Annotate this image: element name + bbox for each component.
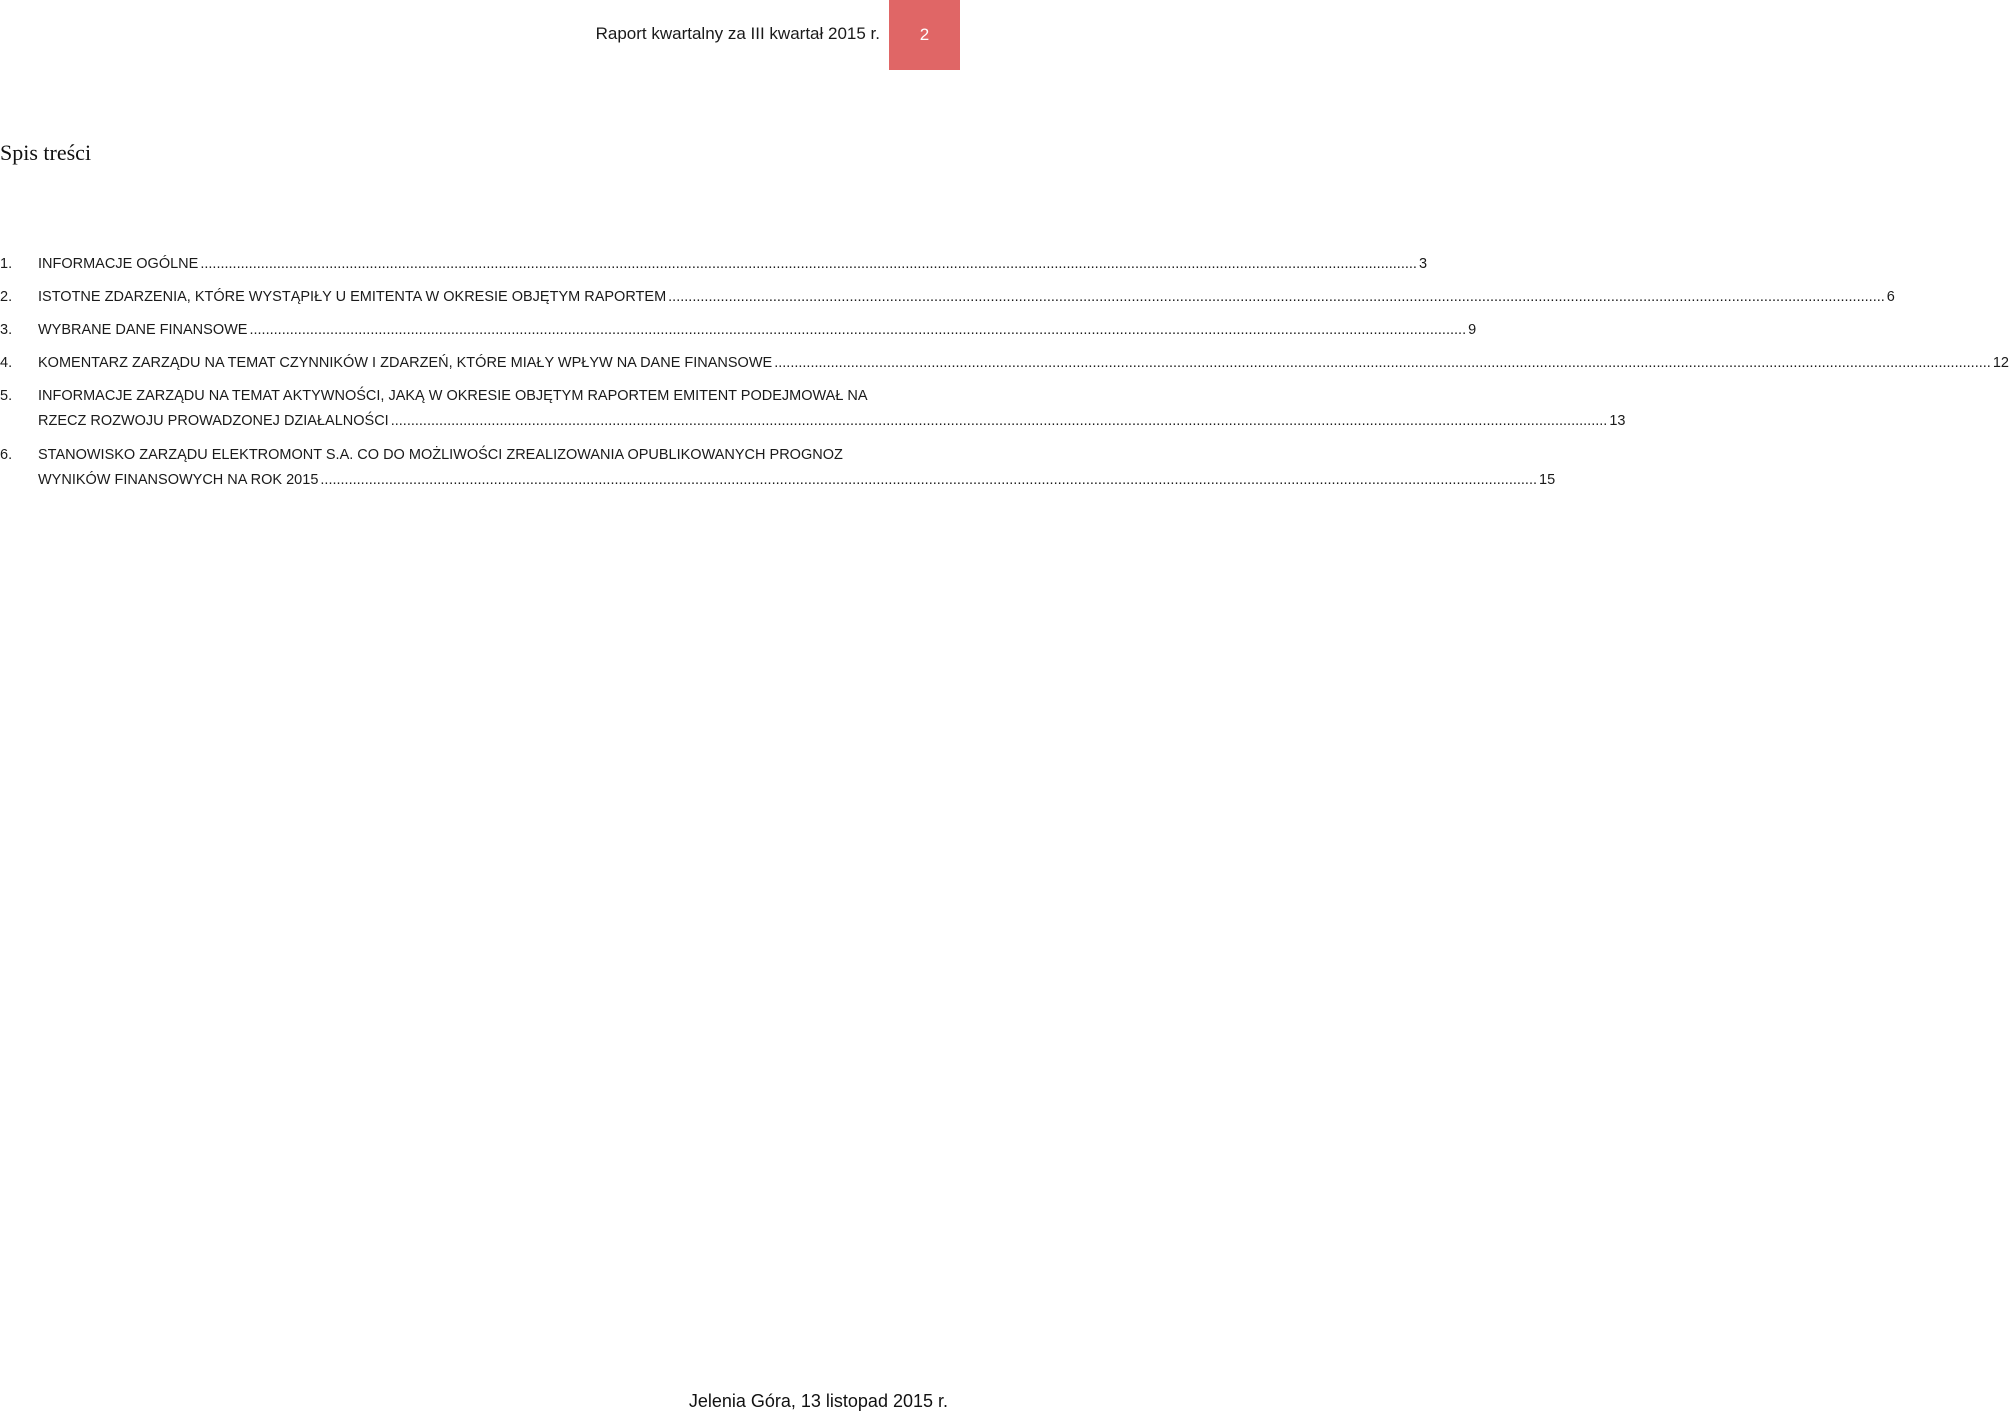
toc-entry-page: 13 — [1609, 413, 1626, 429]
toc-leader-dots — [668, 285, 1885, 310]
toc-entry-page: 3 — [1418, 256, 1428, 272]
page-number-badge: 2 — [889, 0, 960, 70]
toc-entry-number: 4. — [0, 355, 13, 371]
toc-entry-title-line2: WYNIKÓW FINANSOWYCH NA ROK 2015 — [38, 472, 319, 488]
toc-entry-6[interactable] — [0, 443, 1556, 502]
toc-entry-page: 9 — [1468, 322, 1477, 338]
toc-entry-title: ISTOTNE ZDARZENIA, KTÓRE WYSTĄPIŁY U EMITENTA W OKRESIE OBJĘTYM RAPORTEM — [38, 289, 667, 305]
toc-entry-page: 6 — [1886, 289, 1895, 305]
table-of-contents — [0, 252, 2009, 502]
toc-entry-2[interactable] — [0, 285, 1895, 318]
toc-entry-number: 2. — [0, 289, 13, 305]
toc-entry-number: 6. — [0, 447, 13, 463]
toc-entry-1[interactable] — [0, 252, 1428, 285]
toc-entry-title: INFORMACJE OGÓLNE — [38, 256, 199, 272]
toc-entry-number: 5. — [0, 388, 13, 404]
toc-entry-title-line1: INFORMACJE ZARZĄDU NA TEMAT AKTYWNOŚCI, JAKĄ W OKRESIE OBJĘTYM RAPORTEM EMITENT PODEJMOWAŁ NA — [38, 388, 868, 404]
toc-entry-4[interactable] — [0, 351, 2009, 384]
toc-entry-page: 15 — [1539, 472, 1556, 488]
place-and-date: Jelenia Góra, 13 listopad 2015 r. — [688, 1391, 948, 1411]
toc-entry-3[interactable] — [0, 318, 1477, 351]
toc-leader-dots — [391, 409, 1608, 434]
toc-leader-dots — [774, 351, 1991, 376]
toc-entry-number: 1. — [0, 256, 13, 272]
toc-leader-dots — [320, 468, 1537, 493]
toc-entry-5[interactable] — [0, 384, 1626, 443]
toc-entry-title-line1: STANOWISKO ZARZĄDU ELEKTROMONT S.A. CO DO MOŻLIWOŚCI ZREALIZOWANIA OPUBLIKOWANYCH PROGNOZ — [38, 447, 843, 463]
toc-entry-title: KOMENTARZ ZARZĄDU NA TEMAT CZYNNIKÓW I ZDARZEŃ, KTÓRE MIAŁY WPŁYW NA DANE FINANSOWE — [38, 355, 773, 371]
toc-entry-page: 12 — [1992, 355, 2009, 371]
toc-entry-title-line2: RZECZ ROZWOJU PROWADZONEJ DZIAŁALNOŚCI — [38, 413, 389, 429]
toc-heading: Spis treści — [0, 140, 92, 165]
toc-leader-dots — [200, 252, 1417, 277]
toc-entry-title: WYBRANE DANE FINANSOWE — [38, 322, 248, 338]
toc-entry-number: 3. — [0, 322, 13, 338]
report-title: Raport kwartalny za III kwartał 2015 r. — [595, 24, 880, 43]
toc-leader-dots — [249, 318, 1466, 343]
